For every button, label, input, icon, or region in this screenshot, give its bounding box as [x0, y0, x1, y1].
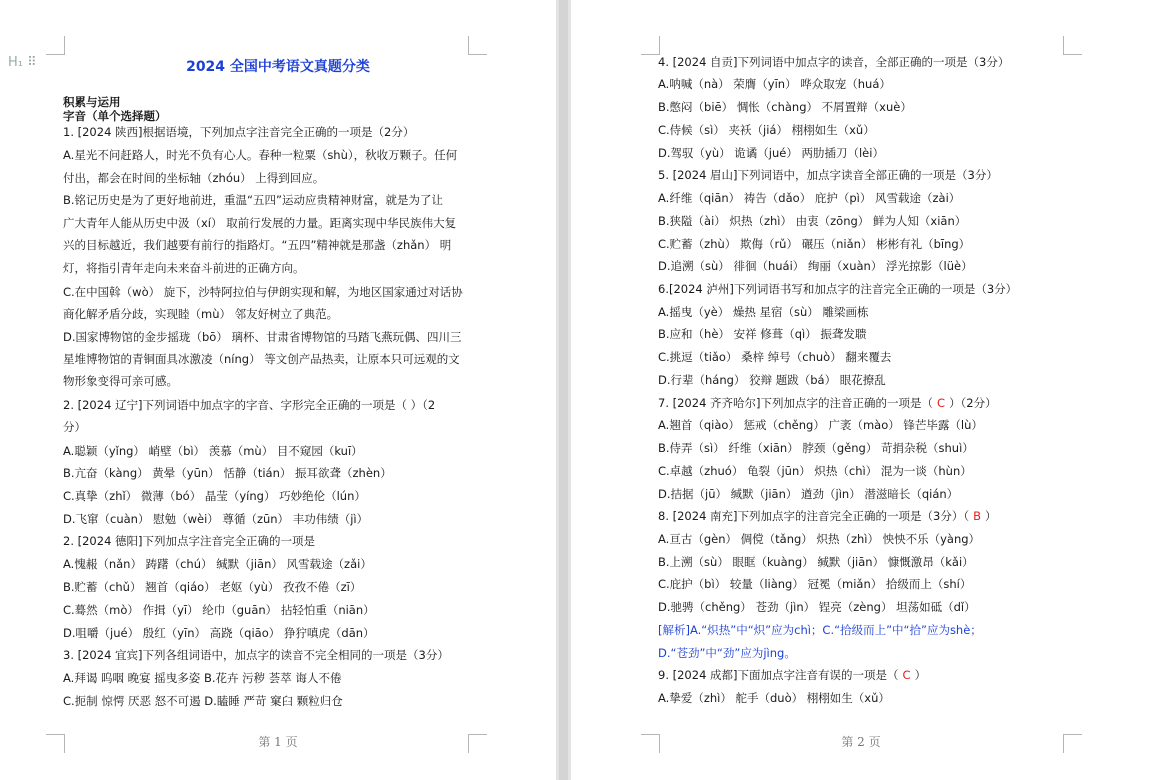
text-line: 3. [2024 宜宾]下列各组词语中，加点字的读音不完全相同的一项是（3分） — [63, 648, 449, 662]
crop-mark-top-right — [1063, 36, 1082, 55]
text-line — [658, 350, 891, 365]
line-text: D.拮据（jū） 缄默（jiān） 遒劲（jìn） 潜滋暗长（qián） — [658, 487, 959, 501]
text-line: B.贮蓄（chǔ） 翘首（qiáo） 老妪（yù） 孜孜不倦（zī） — [63, 580, 362, 594]
text-line — [658, 191, 960, 206]
text-line — [658, 509, 996, 524]
answer-mark: C — [937, 396, 946, 410]
text-line: 分） — [63, 420, 86, 434]
line-text: 8. [2024 南充]下列加点字的注音完全正确的一项是（3分）（ — [658, 509, 970, 523]
text-line — [658, 214, 966, 229]
line-text: 9. [2024 成都]下面加点字注音有误的一项是（ — [658, 668, 899, 682]
text-line — [658, 532, 980, 547]
section-heading: 积累与运用 — [63, 95, 121, 109]
line-text: 4. [2024 自贡]下列词语中加点字的读音，全部正确的一项是（3分） — [658, 55, 1010, 69]
text-line: D.飞窜（cuàn） 慰勉（wèi） 尊循（zūn） 丰功伟绩（jì） — [63, 512, 369, 526]
line-text: A.翘首（qiào） 惩戒（chěng） 广袤（mào） 锋芒毕露（lù） — [658, 418, 983, 432]
text-line: A.愧赧（nǎn） 踌躇（chú） 缄默（jiān） 风雪载途（zǎi） — [63, 557, 372, 571]
line-text-end: ） — [984, 509, 997, 523]
line-text: C.卓越（zhuó） 龟裂（jūn） 炽热（chì） 混为一谈（hùn） — [658, 464, 972, 478]
line-text: C.贮蓄（zhù） 欺侮（rǔ） 碾压（niǎn） 彬彬有礼（bīng） — [658, 237, 971, 251]
text-line: C.在中国斡（wò） 旋下，沙特阿拉伯与伊朗实现和解，为地区国家通过对话协 — [63, 285, 463, 299]
vertical-scrollbar[interactable] — [559, 0, 568, 780]
text-line: C.扼制 惊愕 厌恶 怒不可遏 D.瞌睡 严苛 窠臼 颗粒归仓 — [63, 694, 343, 708]
line-text: 6.[2024 泸州]下列词语书写和加点字的注音完全正确的一项是（3分） — [658, 282, 1018, 296]
text-line: A.星光不问赶路人，时光不负有心人。春种一粒粟（shù），秋收万颗子。任何 — [63, 148, 458, 162]
text-line: 广大青年人能从历史中汲（xí） 取前行发展的力量。距离实现中华民族伟大复 — [63, 216, 457, 230]
text-line — [658, 441, 974, 456]
page-number-2: 第 2 页 — [841, 735, 881, 749]
text-line — [658, 668, 926, 683]
line-text: D.追溯（sù） 徘徊（huái） 绚丽（xuàn） 浮光掠影（lüè） — [658, 259, 973, 273]
text-line: C.蓦然（mò） 作揖（yī） 纶巾（guān） 拈轻怕重（niān） — [63, 603, 375, 617]
text-line — [658, 77, 891, 92]
text-line: 2. [2024 德阳]下列加点字注音完全正确的一项是 — [63, 534, 316, 548]
document-page-1 — [0, 0, 556, 780]
answer-mark: B — [973, 509, 981, 523]
text-line — [658, 487, 958, 502]
line-text: B.憋闷（biē） 惆怅（chàng） 不屑置辩（xuè） — [658, 100, 912, 114]
text-line — [658, 418, 983, 433]
line-text: 5. [2024 眉山]下列词语中，加点字读音全部正确的一项是（3分） — [658, 168, 998, 182]
text-line: A.聪颖（yǐng） 峭壁（bì） 羡慕（mù） 目不窥园（kuī） — [63, 444, 363, 458]
line-text: B.上溯（sù） 眼眶（kuàng） 缄默（jiān） 慷慨激昂（kǎi） — [658, 555, 974, 569]
line-text: [解析]A.“炽热”中“炽”应为chì；C.“拾级而上”中“拾”应为shè； — [658, 623, 982, 637]
page-number-1: 第 1 页 — [258, 735, 298, 749]
line-text-end: ） — [914, 668, 927, 682]
text-line — [658, 600, 976, 615]
text-line: D.咀嚼（jué） 殷红（yīn） 高跷（qiāo） 狰狞嗔虎（dān） — [63, 626, 375, 640]
text-line — [658, 123, 875, 138]
text-line: 2. [2024 辽宁]下列词语中加点字的字音、字形完全正确的一项是（ ）（2 — [63, 398, 436, 412]
line-text: C.侍候（sì） 夹袄（jiá） 栩栩如生（xǔ） — [658, 123, 875, 137]
text-line — [658, 577, 971, 592]
text-line — [658, 396, 997, 411]
crop-mark-top-left — [46, 36, 65, 55]
line-text: D.“苍劲”中“劲”应为jìng。 — [658, 646, 796, 660]
text-line: A.拜谒 呜咽 晚宴 摇曳多姿 B.花卉 污秽 荟萃 诲人不倦 — [63, 671, 342, 685]
document-page-2 — [571, 0, 1151, 780]
crop-mark-top-left — [641, 36, 660, 55]
line-text-end: ）（2分） — [949, 396, 997, 410]
text-line — [658, 146, 884, 161]
analysis-line — [658, 623, 982, 638]
heading-drag-handle-icon[interactable]: H₁ ⠿ — [8, 55, 37, 70]
text-line: 兴的目标越近，我们越要有前行的指路灯。“五四”精神就是那盏（zhǎn） 明 — [63, 238, 452, 252]
page-title: 2024 全国中考语文真题分类 — [186, 59, 370, 75]
text-line: 商化解矛盾分歧，实现睦（mù） 邻友好树立了典范。 — [63, 307, 339, 321]
text-line — [658, 168, 998, 183]
text-line: 付出，都会在时间的坐标轴（zhóu） 上得到回应。 — [63, 171, 325, 185]
text-line — [658, 305, 868, 320]
text-line: 1. [2024 陕西]根据语境，下列加点字注音完全正确的一项是（2分） — [63, 125, 415, 139]
text-line: C.真挚（zhǐ） 微薄（bó） 晶莹（yíng） 巧妙绝伦（lún） — [63, 489, 366, 503]
text-line — [658, 373, 886, 388]
analysis-line — [658, 646, 796, 661]
line-text: A.摇曳（yè） 燥热 星宿（sù） 雕梁画栋 — [658, 305, 869, 319]
line-text: B.应和（hè） 安祥 修葺（qì） 振聋发聩 — [658, 327, 867, 341]
text-line: 星堆博物馆的青铜面具冰激凌（níng） 等文创产品热卖，让原本只可远观的文 — [63, 352, 460, 366]
line-text: A.亘古（gèn） 倜傥（tǎng） 炽热（zhì） 怏怏不乐（yàng） — [658, 532, 981, 546]
line-text: B.狭隘（ài） 炽热（zhì） 由衷（zōng） 鲜为人知（xiān） — [658, 214, 967, 228]
text-line — [658, 100, 912, 115]
answer-mark: C — [902, 668, 911, 682]
text-line — [658, 555, 974, 570]
subsection-heading: 字音（单个选择题） — [63, 109, 167, 123]
line-text: D.驰骋（chěng） 苍劲（jìn） 锃亮（zèng） 坦荡如砥（dǐ） — [658, 600, 976, 614]
line-text: C.挑逗（tiǎo） 桑梓 绰号（chuò） 翻来覆去 — [658, 350, 892, 364]
text-line — [658, 464, 972, 479]
text-line — [658, 282, 1017, 297]
line-text: A.呐喊（nà） 荣膺（yīn） 哗众取宠（huá） — [658, 77, 891, 91]
text-line — [658, 259, 973, 274]
text-line: B.铭记历史是为了更好地前进，重温“五四”运动应贵精神财富，就是为了让 — [63, 193, 443, 207]
line-text: C.庇护（bì） 较量（liàng） 冠冕（miǎn） 拾级而上（shí） — [658, 577, 972, 591]
text-line: 物形象变得可亲可感。 — [63, 374, 178, 388]
line-text: A.纤维（qiān） 祷告（dǎo） 庇护（pì） 风雪载途（zài） — [658, 191, 961, 205]
line-text: 7. [2024 齐齐哈尔]下列加点字的注音正确的一项是（ — [658, 396, 934, 410]
line-text: D.驾驭（yù） 诡谲（jué） 两肋插刀（lèi） — [658, 146, 884, 160]
crop-mark-top-right — [468, 36, 487, 55]
text-line — [658, 691, 890, 706]
text-line — [658, 55, 1009, 70]
text-line — [658, 237, 970, 252]
line-text: D.行辈（háng） 狡辩 题跋（bá） 眼花撩乱 — [658, 373, 886, 387]
line-text: A.挚爱（zhì） 舵手（duò） 栩栩如生（xǔ） — [658, 691, 890, 705]
text-line — [658, 327, 866, 342]
line-text: B.侍弄（sì） 纤维（xiān） 脖颈（gěng） 苛捐杂税（shuì） — [658, 441, 974, 455]
text-line: 灯，将指引青年走向未来奋斗前进的正确方向。 — [63, 261, 305, 275]
text-line: B.亢奋（kàng） 黄晕（yūn） 恬静（tián） 振耳欲聋（zhèn） — [63, 466, 392, 480]
text-line: D.国家博物馆的金步摇珑（bō） 璃杯、甘肃省博物馆的马踏飞燕玩偶、四川三 — [63, 330, 462, 344]
